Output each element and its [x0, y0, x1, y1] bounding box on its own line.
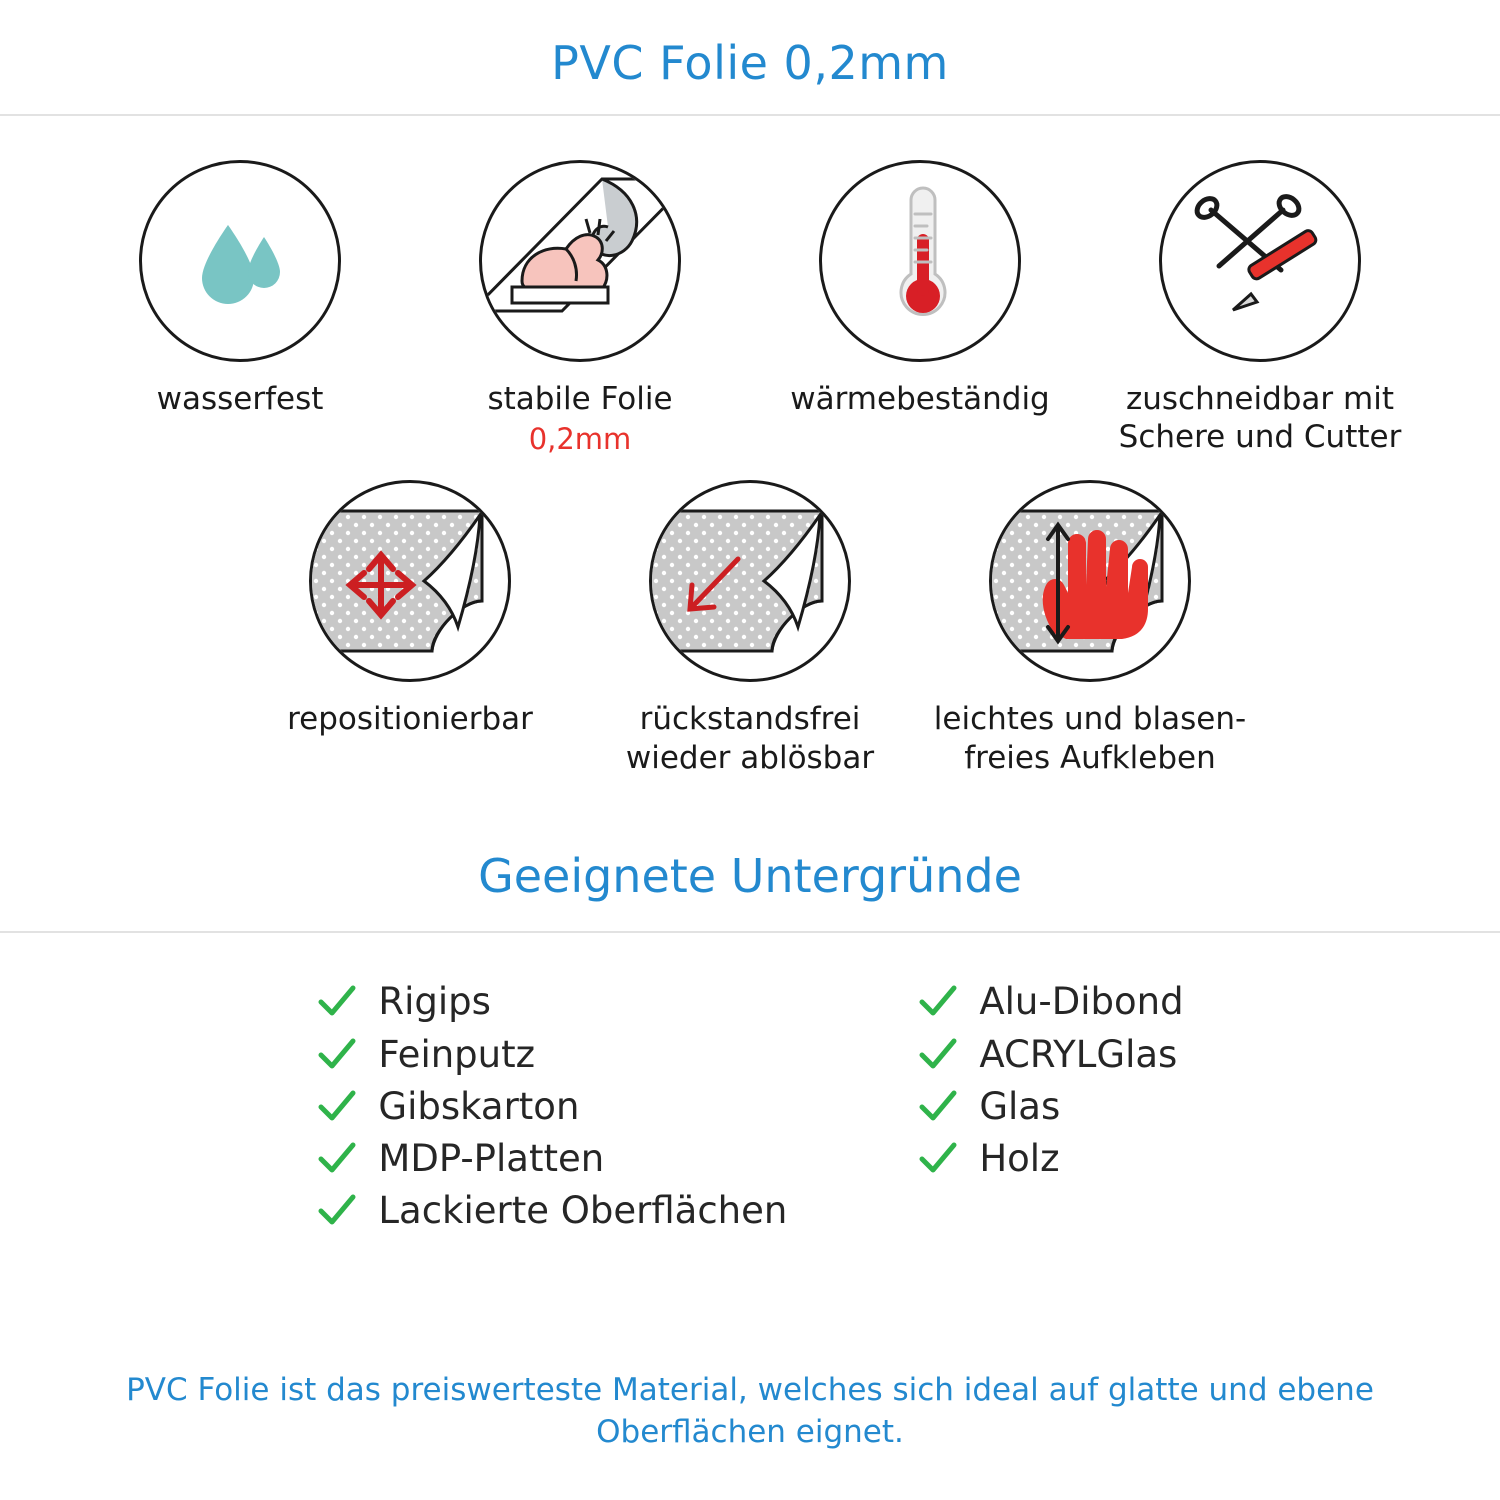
feature-label: rückstandsfrei wieder ablösbar: [625, 701, 875, 776]
list-item-label: MDP-Platten: [378, 1137, 605, 1181]
list-item-label: ACRYLGlas: [979, 1032, 1178, 1076]
page-title: PVC Folie 0,2mm: [551, 36, 949, 90]
list-item: [917, 1032, 1183, 1078]
check-icon: [316, 1086, 358, 1128]
features-row-1: [0, 160, 1500, 458]
feature-icon-circle: [309, 480, 511, 682]
feature-label: wasserfest: [156, 381, 324, 417]
suitable-surfaces-list: [0, 933, 1500, 1234]
feature-blasenfreies-aufkleben: [920, 480, 1260, 777]
list-item-label: Gibskarton: [378, 1084, 580, 1128]
feature-repositionierbar: [240, 480, 580, 738]
section-title: Geeignete Untergründe: [478, 849, 1022, 904]
footer-note: PVC Folie ist das preiswerteste Material, welches sich ideal auf glatte und ebene Oberflächen eignet.: [126, 1372, 1374, 1451]
feature-label: stabile Folie: [487, 381, 673, 417]
list-item: [316, 1032, 787, 1078]
check-icon: [917, 1034, 959, 1076]
list-item: [917, 979, 1183, 1025]
feature-label: repositionierbar: [287, 701, 533, 738]
check-icon: [917, 981, 959, 1023]
strong-arm-film-icon: [482, 161, 678, 361]
feature-sublabel: 0,2mm: [528, 422, 632, 457]
list-item-label: Alu-Dibond: [979, 980, 1184, 1024]
checklist-column-left: [316, 979, 787, 1234]
list-item-label: Rigips: [378, 980, 491, 1024]
check-icon: [917, 1138, 959, 1180]
feature-icon-circle: [819, 160, 1021, 362]
feature-icon-circle: [479, 160, 681, 362]
feature-label: leichtes und blasen- freies Aufkleben: [933, 701, 1247, 776]
list-item-label: Holz: [979, 1137, 1060, 1181]
check-icon: [316, 1138, 358, 1180]
feature-stabile-folie: [410, 160, 750, 458]
list-item-label: Glas: [979, 1084, 1061, 1128]
feature-wasserfest: [70, 160, 410, 418]
water-drops-icon: [180, 199, 300, 323]
feature-label: zuschneidbar mit Schere und Cutter: [1118, 381, 1402, 456]
list-item: [316, 1136, 787, 1182]
list-item: [917, 1084, 1183, 1130]
check-icon: [917, 1086, 959, 1128]
feature-label: wärmebeständig: [790, 381, 1050, 417]
features-row-2: [0, 480, 1500, 777]
hand-smoothing-icon: [992, 481, 1188, 681]
check-icon: [316, 981, 358, 1023]
feature-icon-circle: [139, 160, 341, 362]
check-icon: [316, 1190, 358, 1232]
feature-waermebestaendig: [750, 160, 1090, 418]
reposition-arrows-icon: [312, 481, 508, 681]
list-item: [316, 1084, 787, 1130]
checklist-column-right: [917, 979, 1183, 1234]
peel-off-arrow-icon: [652, 481, 848, 681]
feature-icon-circle: [649, 480, 851, 682]
feature-rueckstandsfrei: [580, 480, 920, 777]
feature-icon-circle: [1159, 160, 1361, 362]
features-section: [0, 116, 1500, 777]
feature-icon-circle: [989, 480, 1191, 682]
scissors-cutter-icon: [1185, 184, 1335, 338]
list-item-label: Feinputz: [378, 1032, 536, 1076]
thermometer-icon: [875, 184, 965, 338]
feature-zuschneidbar: [1090, 160, 1430, 457]
check-icon: [316, 1034, 358, 1076]
list-item: [917, 1136, 1183, 1182]
list-item: [316, 979, 787, 1025]
list-item-label: Lackierte Oberflächen: [378, 1189, 788, 1233]
list-item: [316, 1188, 787, 1234]
